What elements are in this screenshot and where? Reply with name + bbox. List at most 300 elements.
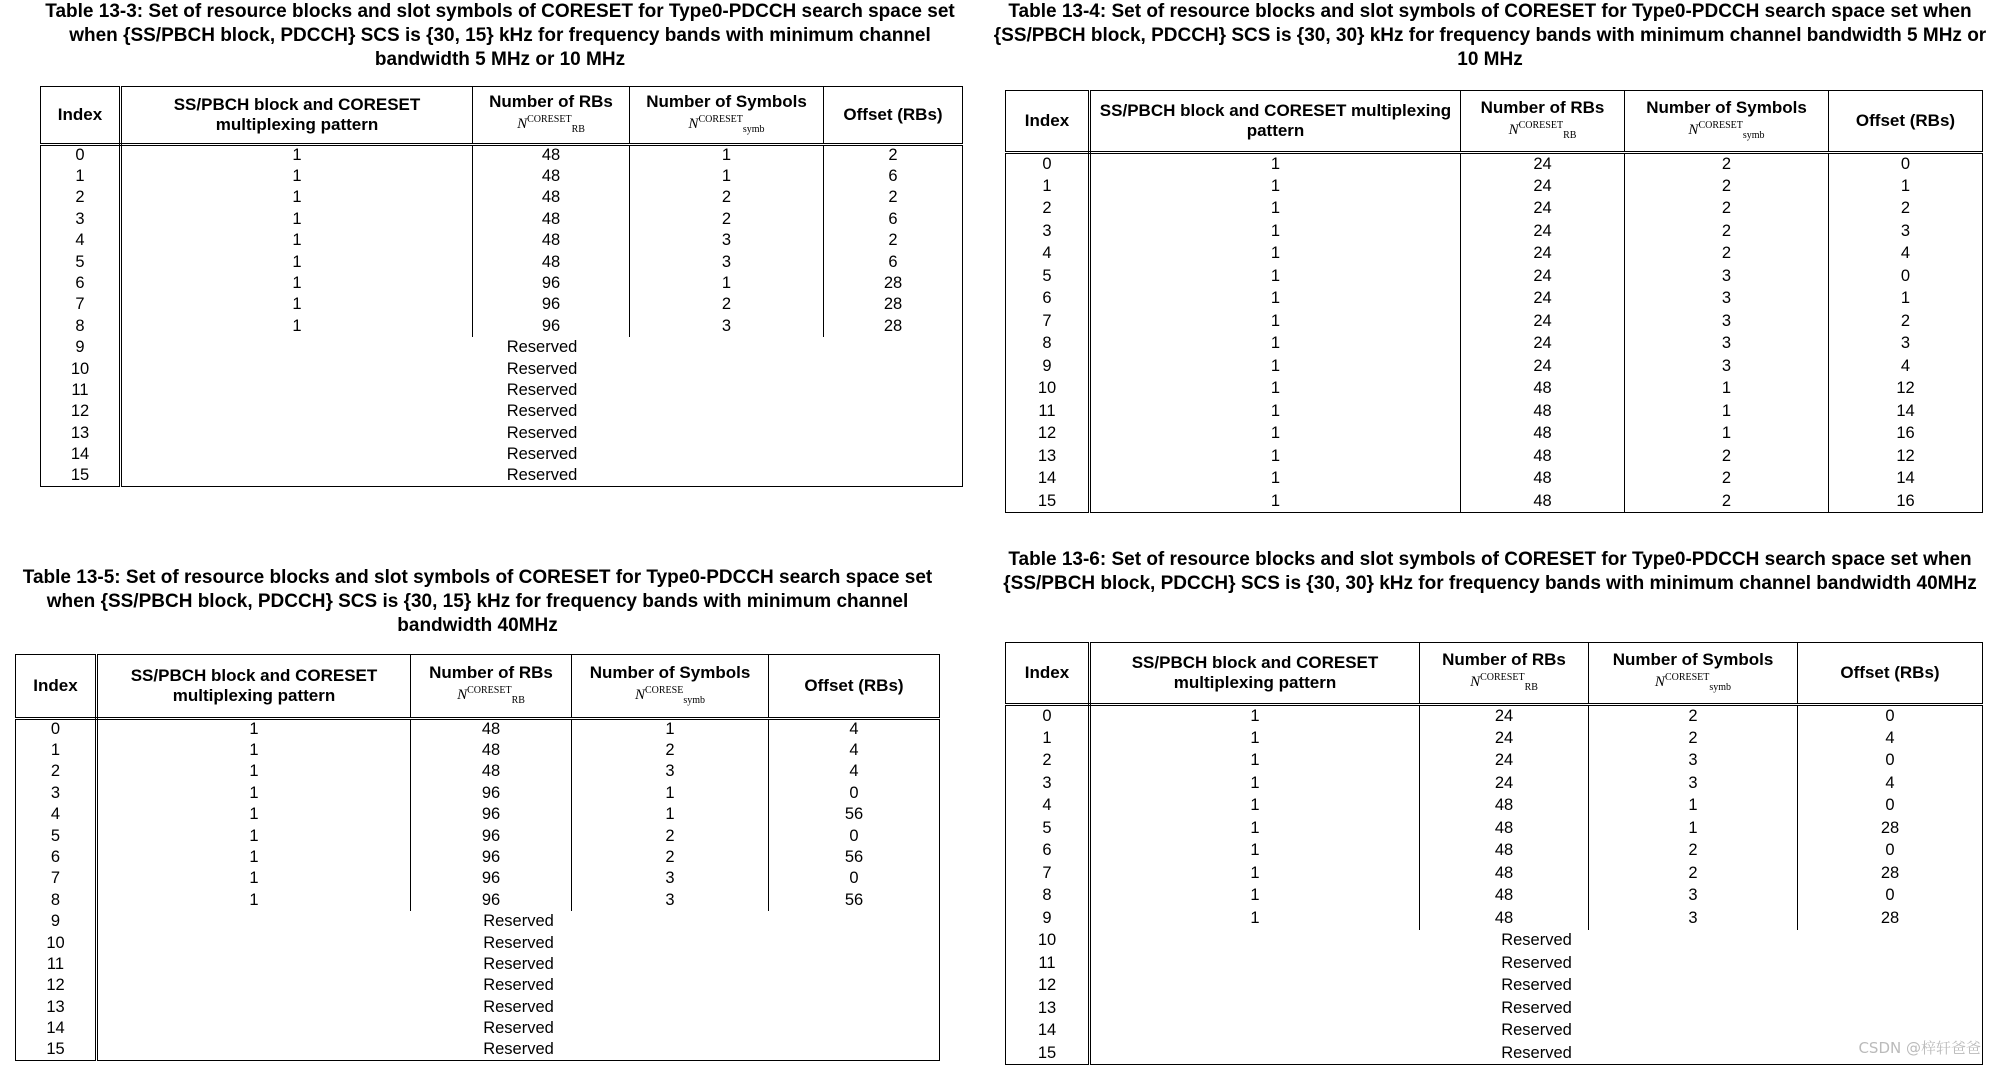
cell-index: 7	[1006, 310, 1090, 333]
cell-index: 2	[41, 187, 121, 208]
cell-symbols: 1	[1589, 817, 1798, 840]
cell-symbols: 2	[572, 847, 769, 868]
cell-pattern: 1	[1090, 243, 1461, 266]
cell-rbs: 48	[473, 209, 630, 230]
header-symbols	[630, 87, 824, 145]
header-offset: Offset (RBs)	[824, 87, 963, 145]
cell-rbs: 48	[473, 251, 630, 272]
cell-index: 4	[1006, 243, 1090, 266]
cell-rbs: 48	[1461, 445, 1625, 468]
cell-pattern: 1	[97, 804, 411, 825]
cell-pattern: 1	[1090, 265, 1461, 288]
cell-index: 0	[16, 719, 97, 740]
table-row	[16, 804, 940, 825]
table-row	[41, 465, 963, 486]
cell-symbols: 2	[572, 740, 769, 761]
table-row	[1006, 817, 1983, 840]
header-symbols-symbol: $N^{CORESET}_{symb}$	[1654, 672, 1732, 693]
cell-rbs: 48	[1420, 862, 1589, 885]
header-rbs-label: Number of RBs	[489, 92, 613, 111]
cell-symbols: 3	[572, 890, 769, 911]
table-caption: Table 13-6: Set of resource blocks and slot symbols of CORESET for Type0-PDCCH search space set when {SS/PBCH block, PDCCH} SCS is {30, 30} kHz for frequency bands with minimum channel bandwidth 40MHz	[1003, 549, 1977, 594]
table-row	[1006, 198, 1983, 221]
cell-index: 14	[1006, 468, 1090, 491]
table-row	[16, 975, 940, 996]
cell-index: 6	[16, 847, 97, 868]
table-row	[41, 166, 963, 187]
cell-index: 1	[41, 166, 121, 187]
cell-rbs: 48	[1461, 468, 1625, 491]
cell-index: 14	[41, 444, 121, 465]
cell-index: 1	[1006, 727, 1090, 750]
table-row	[1006, 355, 1983, 378]
table-caption: Table 13-4: Set of resource blocks and slot symbols of CORESET for Type0-PDCCH search space set when {SS/PBCH block, PDCCH} SCS is {30, 30} kHz for frequency bands with minimum channel bandwidth 5 MHz or 10 MHz	[993, 1, 1987, 70]
cell-offset: 0	[1798, 885, 1983, 908]
cell-rbs: 96	[411, 847, 572, 868]
cell-pattern: 1	[1090, 400, 1461, 423]
cell-pattern: 1	[121, 316, 473, 337]
cell-pattern: 1	[1090, 378, 1461, 401]
cell-offset: 0	[769, 825, 940, 846]
cell-index: 11	[1006, 952, 1090, 975]
cell-symbols: 1	[572, 783, 769, 804]
cell-pattern: 1	[121, 166, 473, 187]
cell-index: 3	[1006, 772, 1090, 795]
header-symbols-symbol: $N^{CORESET}_{symb}$	[1688, 120, 1765, 141]
cell-index: 13	[1006, 445, 1090, 468]
cell-index: 12	[41, 401, 121, 422]
cell-pattern: 1	[1090, 862, 1420, 885]
table-row	[1006, 727, 1983, 750]
table-row	[1006, 975, 1983, 998]
cell-reserved: Reserved	[1090, 952, 1983, 975]
header-index: Index	[16, 655, 97, 719]
cell-offset: 28	[824, 294, 963, 315]
header-symbols-label: Number of Symbols	[589, 663, 751, 682]
cell-pattern: 1	[1090, 175, 1461, 198]
cell-reserved: Reserved	[97, 954, 940, 975]
cell-symbols: 1	[1589, 795, 1798, 818]
table-row	[1006, 468, 1983, 491]
cell-offset: 14	[1829, 468, 1983, 491]
cell-index: 13	[16, 997, 97, 1018]
cell-index: 12	[1006, 423, 1090, 446]
cell-rbs: 48	[1420, 840, 1589, 863]
cell-index: 8	[1006, 333, 1090, 356]
table-row	[1006, 907, 1983, 930]
cell-index: 5	[1006, 265, 1090, 288]
cell-rbs: 48	[1420, 907, 1589, 930]
cell-pattern: 1	[97, 761, 411, 782]
cell-offset: 4	[769, 740, 940, 761]
cell-index: 4	[16, 804, 97, 825]
header-rbs-label: Number of RBs	[429, 663, 553, 682]
cell-rbs: 24	[1461, 243, 1625, 266]
table-row	[16, 868, 940, 889]
cell-pattern: 1	[121, 187, 473, 208]
cell-offset: 56	[769, 804, 940, 825]
cell-offset: 0	[1829, 153, 1983, 176]
table-row	[1006, 400, 1983, 423]
table-row	[1006, 378, 1983, 401]
table-row	[16, 932, 940, 953]
cell-symbols: 3	[630, 230, 824, 251]
cell-index: 13	[41, 423, 121, 444]
header-rbs	[1420, 643, 1589, 705]
cell-pattern: 1	[121, 145, 473, 166]
table-row	[1006, 333, 1983, 356]
cell-pattern: 1	[1090, 772, 1420, 795]
cell-index: 11	[16, 954, 97, 975]
table-row	[16, 761, 940, 782]
cell-index: 10	[41, 358, 121, 379]
cell-symbols: 2	[1625, 175, 1829, 198]
table-row	[1006, 952, 1983, 975]
cell-reserved: Reserved	[97, 975, 940, 996]
cell-pattern: 1	[97, 740, 411, 761]
cell-symbols: 2	[572, 825, 769, 846]
table-row	[41, 273, 963, 294]
cell-symbols: 3	[1589, 750, 1798, 773]
table-row	[41, 294, 963, 315]
table-row	[41, 337, 963, 358]
cell-index: 15	[16, 1039, 97, 1060]
cell-index: 6	[1006, 840, 1090, 863]
header-symbols	[1625, 91, 1829, 153]
table-row	[1006, 175, 1983, 198]
cell-rbs: 48	[1420, 795, 1589, 818]
cell-index: 8	[1006, 885, 1090, 908]
table-row	[41, 187, 963, 208]
table-13-5	[15, 654, 939, 1061]
table-row	[1006, 750, 1983, 773]
table-row	[1006, 423, 1983, 446]
cell-offset: 0	[1798, 795, 1983, 818]
cell-index: 1	[16, 740, 97, 761]
cell-rbs: 24	[1420, 772, 1589, 795]
cell-symbols: 2	[1625, 220, 1829, 243]
table-row	[41, 401, 963, 422]
cell-pattern: 1	[97, 868, 411, 889]
cell-rbs: 48	[473, 145, 630, 166]
table-row	[1006, 153, 1983, 176]
table-row	[41, 251, 963, 272]
table-row	[1006, 288, 1983, 311]
cell-symbols: 2	[630, 294, 824, 315]
cell-symbols: 3	[1589, 907, 1798, 930]
cell-pattern: 1	[121, 273, 473, 294]
table-row	[1006, 997, 1983, 1020]
cell-index: 8	[41, 316, 121, 337]
cell-rbs: 48	[411, 719, 572, 740]
cell-index: 6	[1006, 288, 1090, 311]
header-symbols	[572, 655, 769, 719]
cell-symbols: 3	[630, 251, 824, 272]
header-rbs-symbol: $N^{CORESET}_{RB}$	[457, 685, 525, 706]
cell-index: 3	[41, 209, 121, 230]
cell-rbs: 96	[411, 868, 572, 889]
cell-reserved: Reserved	[97, 997, 940, 1018]
cell-rbs: 48	[1461, 378, 1625, 401]
cell-pattern: 1	[1090, 795, 1420, 818]
cell-offset: 0	[769, 868, 940, 889]
cell-offset: 28	[1798, 907, 1983, 930]
cell-rbs: 96	[473, 294, 630, 315]
cell-index: 5	[41, 251, 121, 272]
table-13-3	[40, 86, 962, 487]
cell-reserved: Reserved	[1090, 1020, 1983, 1043]
cell-reserved: Reserved	[121, 465, 963, 486]
cell-rbs: 48	[1461, 490, 1625, 513]
cell-pattern: 1	[1090, 288, 1461, 311]
cell-pattern: 1	[1090, 727, 1420, 750]
cell-pattern: 1	[121, 251, 473, 272]
cell-index: 7	[41, 294, 121, 315]
cell-index: 9	[41, 337, 121, 358]
header-index: Index	[1006, 91, 1090, 153]
cell-symbols: 1	[1625, 378, 1829, 401]
cell-pattern: 1	[1090, 198, 1461, 221]
cell-index: 3	[1006, 220, 1090, 243]
cell-offset: 12	[1829, 378, 1983, 401]
cell-reserved: Reserved	[1090, 930, 1983, 953]
cell-offset: 0	[1798, 840, 1983, 863]
table-body	[16, 719, 940, 1061]
cell-rbs: 96	[411, 825, 572, 846]
cell-offset: 14	[1829, 400, 1983, 423]
table-row	[1006, 705, 1983, 728]
cell-offset: 16	[1829, 490, 1983, 513]
cell-rbs: 96	[411, 804, 572, 825]
table-row	[1006, 265, 1983, 288]
header-rbs-label: Number of RBs	[1480, 98, 1605, 117]
cell-offset: 2	[1829, 198, 1983, 221]
cell-rbs: 24	[1461, 220, 1625, 243]
header-symbols-symbol: $N^{CORESE}_{symb}$	[634, 685, 706, 706]
table-row	[16, 997, 940, 1018]
cell-reserved: Reserved	[1090, 1042, 1983, 1065]
cell-symbols: 1	[572, 804, 769, 825]
cell-offset: 4	[1798, 772, 1983, 795]
cell-index: 7	[16, 868, 97, 889]
header-rbs-symbol: $N^{CORESET}_{RB}$	[517, 114, 585, 135]
watermark: CSDN @梓轩爸爸	[1858, 1039, 1981, 1057]
cell-pattern: 1	[97, 825, 411, 846]
table-row	[16, 719, 940, 740]
cell-index: 0	[41, 145, 121, 166]
cell-offset: 0	[1798, 705, 1983, 728]
table-row	[41, 316, 963, 337]
header-index: Index	[41, 87, 121, 145]
table-row	[41, 423, 963, 444]
cell-symbols: 1	[572, 719, 769, 740]
cell-reserved: Reserved	[1090, 975, 1983, 998]
cell-index: 10	[1006, 378, 1090, 401]
cell-offset: 56	[769, 890, 940, 911]
cell-symbols: 1	[630, 273, 824, 294]
header-rbs	[1461, 91, 1625, 153]
cell-reserved: Reserved	[97, 932, 940, 953]
cell-offset: 4	[769, 719, 940, 740]
cell-reserved: Reserved	[97, 1018, 940, 1039]
cell-reserved: Reserved	[97, 1039, 940, 1060]
table-row	[1006, 1020, 1983, 1043]
table-13-3-block	[26, 0, 974, 72]
header-rbs	[411, 655, 572, 719]
cell-offset: 12	[1829, 445, 1983, 468]
cell-reserved: Reserved	[121, 423, 963, 444]
cell-symbols: 2	[1625, 198, 1829, 221]
header-pattern: SS/PBCH block and CORESET multiplexing pattern	[97, 655, 411, 719]
cell-reserved: Reserved	[121, 444, 963, 465]
table-row	[1006, 220, 1983, 243]
table-row	[16, 890, 940, 911]
cell-pattern: 1	[1090, 310, 1461, 333]
cell-pattern: 1	[121, 294, 473, 315]
header-rbs-symbol: $N^{CORESET}_{RB}$	[1508, 120, 1577, 141]
cell-reserved: Reserved	[121, 358, 963, 379]
header-rbs-symbol: $N^{CORESET}_{RB}$	[1470, 672, 1538, 693]
cell-index: 2	[16, 761, 97, 782]
cell-offset: 4	[769, 761, 940, 782]
table-row	[1006, 840, 1983, 863]
cell-rbs: 24	[1461, 198, 1625, 221]
cell-offset: 28	[824, 273, 963, 294]
cell-reserved: Reserved	[121, 401, 963, 422]
table-caption: Table 13-3: Set of resource blocks and slot symbols of CORESET for Type0-PDCCH search space set when {SS/PBCH block, PDCCH} SCS is {30, 15} kHz for frequency bands with minimum channel bandwidth 5 MHz or 10 MHz	[45, 1, 955, 70]
cell-offset: 2	[824, 230, 963, 251]
table-row	[16, 1018, 940, 1039]
cell-reserved: Reserved	[1090, 997, 1983, 1020]
cell-rbs: 48	[473, 166, 630, 187]
cell-index: 12	[16, 975, 97, 996]
cell-symbols: 2	[1625, 153, 1829, 176]
cell-offset: 2	[1829, 310, 1983, 333]
cell-pattern: 1	[1090, 705, 1420, 728]
table-row	[41, 145, 963, 166]
cell-index: 12	[1006, 975, 1090, 998]
cell-pattern: 1	[97, 890, 411, 911]
cell-index: 10	[1006, 930, 1090, 953]
cell-pattern: 1	[97, 783, 411, 804]
table-row	[1006, 490, 1983, 513]
table-row	[1006, 243, 1983, 266]
cell-symbols: 3	[1625, 310, 1829, 333]
table-row	[1006, 445, 1983, 468]
table-13-4	[1005, 90, 1982, 513]
cell-rbs: 24	[1461, 310, 1625, 333]
cell-offset: 28	[824, 316, 963, 337]
cell-index: 15	[41, 465, 121, 486]
cell-index: 15	[1006, 490, 1090, 513]
header-symbols	[1589, 643, 1798, 705]
cell-offset: 28	[1798, 862, 1983, 885]
cell-symbols: 2	[1625, 490, 1829, 513]
cell-rbs: 24	[1461, 288, 1625, 311]
table-13-5-block	[0, 566, 955, 638]
table-caption: Table 13-5: Set of resource blocks and slot symbols of CORESET for Type0-PDCCH search space set when {SS/PBCH block, PDCCH} SCS is {30, 15} kHz for frequency bands with minimum channel bandwidth 40MHz	[22, 567, 933, 636]
cell-offset: 4	[1798, 727, 1983, 750]
cell-symbols: 1	[630, 166, 824, 187]
header-offset: Offset (RBs)	[769, 655, 940, 719]
cell-rbs: 48	[411, 740, 572, 761]
table-body	[1006, 705, 1983, 1065]
cell-pattern: 1	[1090, 817, 1420, 840]
table-row	[1006, 862, 1983, 885]
cell-rbs: 24	[1420, 705, 1589, 728]
cell-reserved: Reserved	[121, 380, 963, 401]
table-row	[41, 358, 963, 379]
cell-index: 2	[1006, 750, 1090, 773]
cell-offset: 1	[1829, 288, 1983, 311]
cell-rbs: 24	[1420, 750, 1589, 773]
cell-rbs: 24	[1461, 265, 1625, 288]
table-row	[16, 954, 940, 975]
cell-pattern: 1	[1090, 885, 1420, 908]
cell-offset: 16	[1829, 423, 1983, 446]
cell-symbols: 3	[1625, 355, 1829, 378]
header-symbols-label: Number of Symbols	[1612, 650, 1774, 669]
cell-offset: 3	[1829, 220, 1983, 243]
cell-pattern: 1	[1090, 445, 1461, 468]
cell-pattern: 1	[1090, 750, 1420, 773]
header-offset: Offset (RBs)	[1798, 643, 1983, 705]
header-symbols-symbol: $N^{CORESET}_{symb}$	[688, 114, 765, 135]
header-index: Index	[1006, 643, 1090, 705]
cell-index: 9	[16, 911, 97, 932]
cell-rbs: 48	[1420, 885, 1589, 908]
cell-index: 14	[16, 1018, 97, 1039]
cell-index: 6	[41, 273, 121, 294]
cell-index: 11	[1006, 400, 1090, 423]
cell-rbs: 48	[1461, 400, 1625, 423]
table-row	[16, 825, 940, 846]
table-body	[1006, 153, 1983, 513]
cell-rbs: 48	[1461, 423, 1625, 446]
cell-symbols: 3	[1625, 265, 1829, 288]
cell-offset: 2	[824, 145, 963, 166]
cell-index: 13	[1006, 997, 1090, 1020]
cell-offset: 0	[769, 783, 940, 804]
cell-index: 7	[1006, 862, 1090, 885]
header-symbols-label: Number of Symbols	[646, 92, 807, 111]
cell-pattern: 1	[1090, 907, 1420, 930]
cell-offset: 1	[1829, 175, 1983, 198]
cell-index: 10	[16, 932, 97, 953]
cell-index: 3	[16, 783, 97, 804]
cell-offset: 4	[1829, 355, 1983, 378]
cell-symbols: 3	[572, 761, 769, 782]
cell-pattern: 1	[1090, 220, 1461, 243]
table-row	[41, 209, 963, 230]
table-row	[16, 740, 940, 761]
cell-index: 4	[41, 230, 121, 251]
table-13-4-block	[990, 0, 1990, 72]
table-row	[41, 380, 963, 401]
cell-symbols: 2	[630, 209, 824, 230]
cell-offset: 6	[824, 251, 963, 272]
table-row	[16, 911, 940, 932]
cell-pattern: 1	[1090, 490, 1461, 513]
cell-reserved: Reserved	[121, 337, 963, 358]
table-13-6-block	[990, 548, 1990, 596]
cell-rbs: 24	[1461, 355, 1625, 378]
cell-symbols: 3	[1589, 772, 1798, 795]
cell-offset: 6	[824, 209, 963, 230]
cell-index: 9	[1006, 355, 1090, 378]
cell-pattern: 1	[1090, 355, 1461, 378]
cell-rbs: 48	[473, 187, 630, 208]
